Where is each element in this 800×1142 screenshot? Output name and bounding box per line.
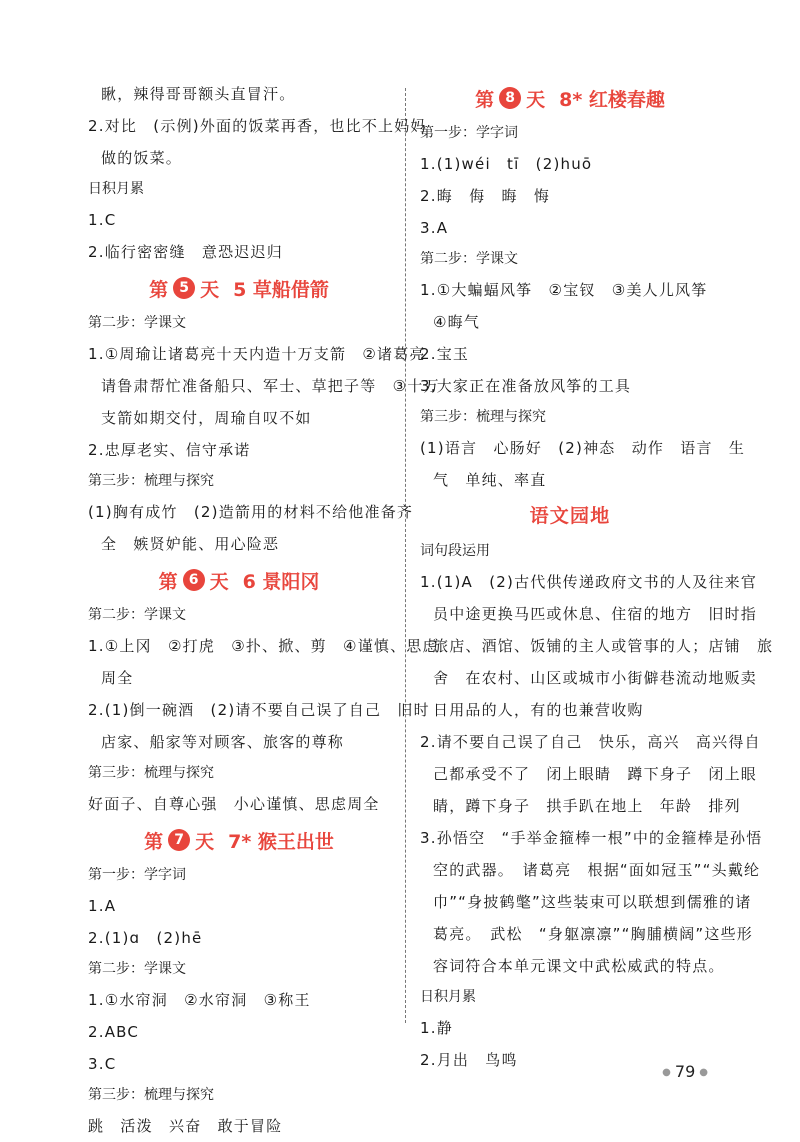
step-label: 第三步：梳理与探究 bbox=[420, 409, 546, 425]
answer-line: 1.(1)wéi tī (2)huō bbox=[420, 155, 593, 173]
step-label: 第三步：梳理与探究 bbox=[88, 765, 214, 781]
step-label: 第三步：梳理与探究 bbox=[88, 1087, 214, 1103]
day-heading bbox=[420, 78, 720, 118]
answer-line: 1.①周瑜让诸葛亮十天内造十万支箭 ②诸葛亮 bbox=[88, 345, 426, 363]
answer-line: 2.(1)倒一碗酒 (2)请不要自己误了自己 旧时 bbox=[88, 701, 430, 719]
day-number-badge: 6 bbox=[183, 569, 205, 591]
answer-line: 好面子、自尊心强 小心谨慎、思虑周全 bbox=[88, 795, 380, 813]
step-label: 第二步：学课文 bbox=[88, 315, 186, 331]
day-heading bbox=[88, 560, 390, 600]
page-number: ● 79 ● bbox=[662, 1062, 708, 1081]
answer-line: 跳 活泼 兴奋 敢于冒险 bbox=[88, 1117, 283, 1135]
answer-line: 2.请不要自己误了自己 快乐，高兴 高兴得自 bbox=[420, 733, 761, 751]
step-label: 日积月累 bbox=[420, 989, 476, 1005]
answer-line: 做的饭菜。 bbox=[101, 149, 183, 167]
heading-suffix: 天 bbox=[200, 278, 220, 301]
answer-line: 2.月出 鸟鸣 bbox=[420, 1051, 518, 1069]
answer-line: 2.ABC bbox=[88, 1023, 140, 1041]
answer-line: 3.A bbox=[420, 219, 449, 237]
heading-prefix: 第 bbox=[158, 570, 178, 593]
step-label: 日积月累 bbox=[88, 181, 144, 197]
day-number-badge: 7 bbox=[168, 829, 190, 851]
answer-line: 1.①水帘洞 ②水帘洞 ③称王 bbox=[88, 991, 311, 1009]
answer-line: ④晦气 bbox=[433, 313, 481, 331]
answer-line: 店家、船家等对顾客、旅客的尊称 bbox=[101, 733, 345, 751]
day-heading bbox=[88, 268, 390, 308]
answer-line: 3.大家正在准备放风筝的工具 bbox=[420, 377, 632, 395]
answer-line: 空的武器。 诸葛亮 根据“面如冠玉”“头戴纶 bbox=[433, 861, 761, 879]
heading-suffix: 天 bbox=[195, 830, 215, 853]
lesson-title: 6 景阳冈 bbox=[242, 570, 320, 593]
answer-line: 3.孙悟空 “手举金箍棒一根”中的金箍棒是孙悟 bbox=[420, 829, 763, 847]
answer-line: 1.(1)A (2)古代供传递政府文书的人及往来官 bbox=[420, 573, 758, 591]
answer-line: (1)胸有成竹 (2)造箭用的材料不给他准备齐 bbox=[88, 503, 414, 521]
day-heading bbox=[88, 820, 390, 860]
answer-line: 全 嫉贤妒能、用心险恶 bbox=[101, 535, 280, 553]
answer-line: 2.对比 (示例)外面的饭菜再香，也比不上妈妈 bbox=[88, 117, 427, 135]
answer-line: 请鲁肃帮忙准备船只、军士、草把子等 ③十万 bbox=[101, 377, 440, 395]
answer-line: 2.忠厚老实、信守承诺 bbox=[88, 441, 251, 459]
answer-line: 2.(1)ɑ (2)hē bbox=[88, 929, 203, 947]
heading-prefix: 第 bbox=[149, 278, 169, 301]
section-heading: 语文园地 bbox=[529, 505, 611, 527]
answer-line: 睛，蹲下身子 拱手趴在地上 年龄 排列 bbox=[433, 797, 741, 815]
day-number-badge: 8 bbox=[499, 87, 521, 109]
answer-line: 3.C bbox=[88, 1055, 117, 1073]
answer-line: 旅店、酒馆、饭铺的主人或管事的人；店铺 旅 bbox=[433, 637, 774, 655]
answer-line: 2.晦 侮 晦 悔 bbox=[420, 187, 551, 205]
heading-suffix: 天 bbox=[209, 570, 229, 593]
step-label: 第二步：学课文 bbox=[88, 961, 186, 977]
step-label: 第二步：学课文 bbox=[420, 251, 518, 267]
answer-line: 支箭如期交付，周瑜自叹不如 bbox=[101, 409, 312, 427]
answer-line: 员中途更换马匹或休息、住宿的地方 旧时指 bbox=[433, 605, 758, 623]
answer-line: 1.①上冈 ②打虎 ③扑、掀、剪 ④谨慎、思虑 bbox=[88, 637, 439, 655]
answer-line: 1.静 bbox=[420, 1019, 453, 1037]
day-number-badge: 5 bbox=[173, 277, 195, 299]
answer-line: 葛亮。 武松 “身躯凛凛”“胸脯横阔”这些形 bbox=[433, 925, 753, 943]
answer-line: 1.①大蝙蝠风筝 ②宝钗 ③美人儿风筝 bbox=[420, 281, 708, 299]
step-label: 第三步：梳理与探究 bbox=[88, 473, 214, 489]
answer-line: (1)语言 心肠好 (2)神态 动作 语言 生 bbox=[420, 439, 746, 457]
answer-line: 2.宝玉 bbox=[420, 345, 470, 363]
answer-line: 气 单纯、率直 bbox=[433, 471, 547, 489]
answer-line: 1.C bbox=[88, 211, 117, 229]
answer-line: 己都承受不了 闭上眼睛 蹲下身子 闭上眼 bbox=[433, 765, 758, 783]
answer-line: 日用品的人，有的也兼营收购 bbox=[433, 701, 644, 719]
answer-line: 2.临行密密缝 意恐迟迟归 bbox=[88, 243, 283, 261]
answer-line: 瞅，辣得哥哥额头直冒汗。 bbox=[101, 85, 296, 103]
answer-line: 1.A bbox=[88, 897, 117, 915]
lesson-title: 7* 猴王出世 bbox=[228, 830, 334, 853]
step-label: 第二步：学课文 bbox=[88, 607, 186, 623]
right-column bbox=[420, 78, 774, 1076]
answer-line: 容词符合本单元课文中武松威武的特点。 bbox=[433, 957, 725, 975]
answer-line: 巾”“身披鹤氅”这些装束可以联想到儒雅的诸 bbox=[433, 893, 752, 911]
step-label: 第一步：学字词 bbox=[88, 867, 186, 883]
heading-prefix: 第 bbox=[475, 88, 495, 111]
answer-line: 周全 bbox=[101, 669, 134, 687]
heading-suffix: 天 bbox=[526, 88, 546, 111]
step-label: 第一步：学字词 bbox=[420, 125, 518, 141]
answer-line: 舍 在农村、山区或城市小街僻巷流动地贩卖 bbox=[433, 669, 758, 687]
lesson-title: 5 草船借箭 bbox=[233, 278, 329, 301]
heading-prefix: 第 bbox=[144, 830, 164, 853]
column-divider bbox=[405, 88, 406, 1023]
step-label: 词句段运用 bbox=[420, 543, 490, 559]
lesson-title: 8* 红楼春趣 bbox=[559, 88, 665, 111]
